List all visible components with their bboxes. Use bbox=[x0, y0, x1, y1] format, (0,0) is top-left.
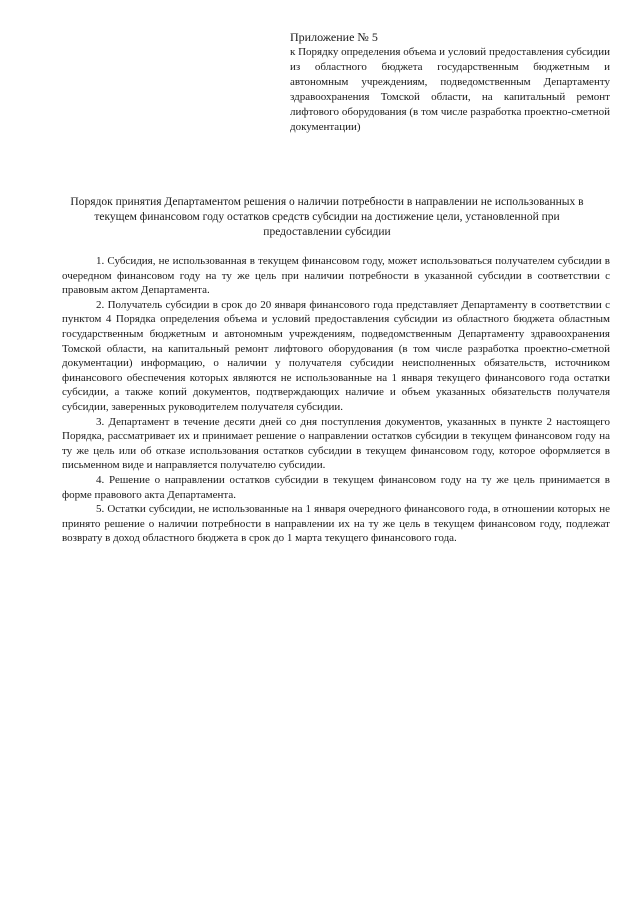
paragraph-1: 1. Субсидия, не использованная в текущем финансовом году, может использоваться получателем субсидии в очередном финансовом году на ту же цель при наличии потребности в указанной субсидии в соответствии с правовым актом Департамента. bbox=[62, 255, 610, 297]
document-body bbox=[62, 254, 610, 546]
paragraph-5: 5. Остатки субсидии, не использованные на 1 января очередного финансового года, в отношении которых не принято решение о наличии потребности в направлении их на ту же цель в текущем финансовом году, подлежат возврату в доход областного бюджета в срок до 1 марта текущего финансового года. bbox=[62, 503, 610, 545]
paragraph-4: 4. Решение о направлении остатков субсидии в текущем финансовом году на ту же цель принимается в форме правового акта Департамента. bbox=[62, 473, 610, 501]
document-title: Порядок принятия Департаментом решения о наличии потребности в направлении не использованных в текущем финансовом году остатков средств субсидии на достижение цели, установленной при предоставлении субсидии bbox=[70, 196, 584, 238]
paragraph-2: 2. Получатель субсидии в срок до 20 января финансового года представляет Департаменту в соответствии с пунктом 4 Порядка определения объема и условий предоставления субсидии из областного бюджета областным государственным бюджетным и автономным учреждениям, подведомственным Департаменту здравоохранения Томской области, на капитальный ремонт лифтового оборудования (в том числе разработка проектно-сметной документации) информацию, о наличии у получателя субсидии неисполненных обязательств, источником финансового обеспечения которых являются не использованные на 1 января текущего финансового года остатки субсидии, а также копий документов, подтверждающих наличие и объем указанных обязательств получателя субсидии, заверенных руководителем получателя субсидии. bbox=[62, 298, 610, 413]
appendix-reference-text: к Порядку определения объема и условий предоставления субсидии из областного бюджета государственным бюджетным и автономным учреждениям, подведомственным Департаменту здравоохранения Томской области, на капитальный ремонт лифтового оборудования (в том числе разработка проектно-сметной документации) bbox=[290, 46, 610, 133]
paragraph-3: 3. Департамент в течение десяти дней со дня поступления документов, указанных в пункте 2 настоящего Порядка, рассматривает их и принимает решение о направлении остатков субсидии в текущем финансовом году на ту же цель или об отказе использования остатков субсидии в текущем финансовом году, которое оформляется в письменном виде и направляется получателю субсидии. bbox=[62, 415, 610, 472]
appendix-title: Приложение № 5 bbox=[290, 30, 378, 44]
appendix-header bbox=[290, 30, 610, 135]
